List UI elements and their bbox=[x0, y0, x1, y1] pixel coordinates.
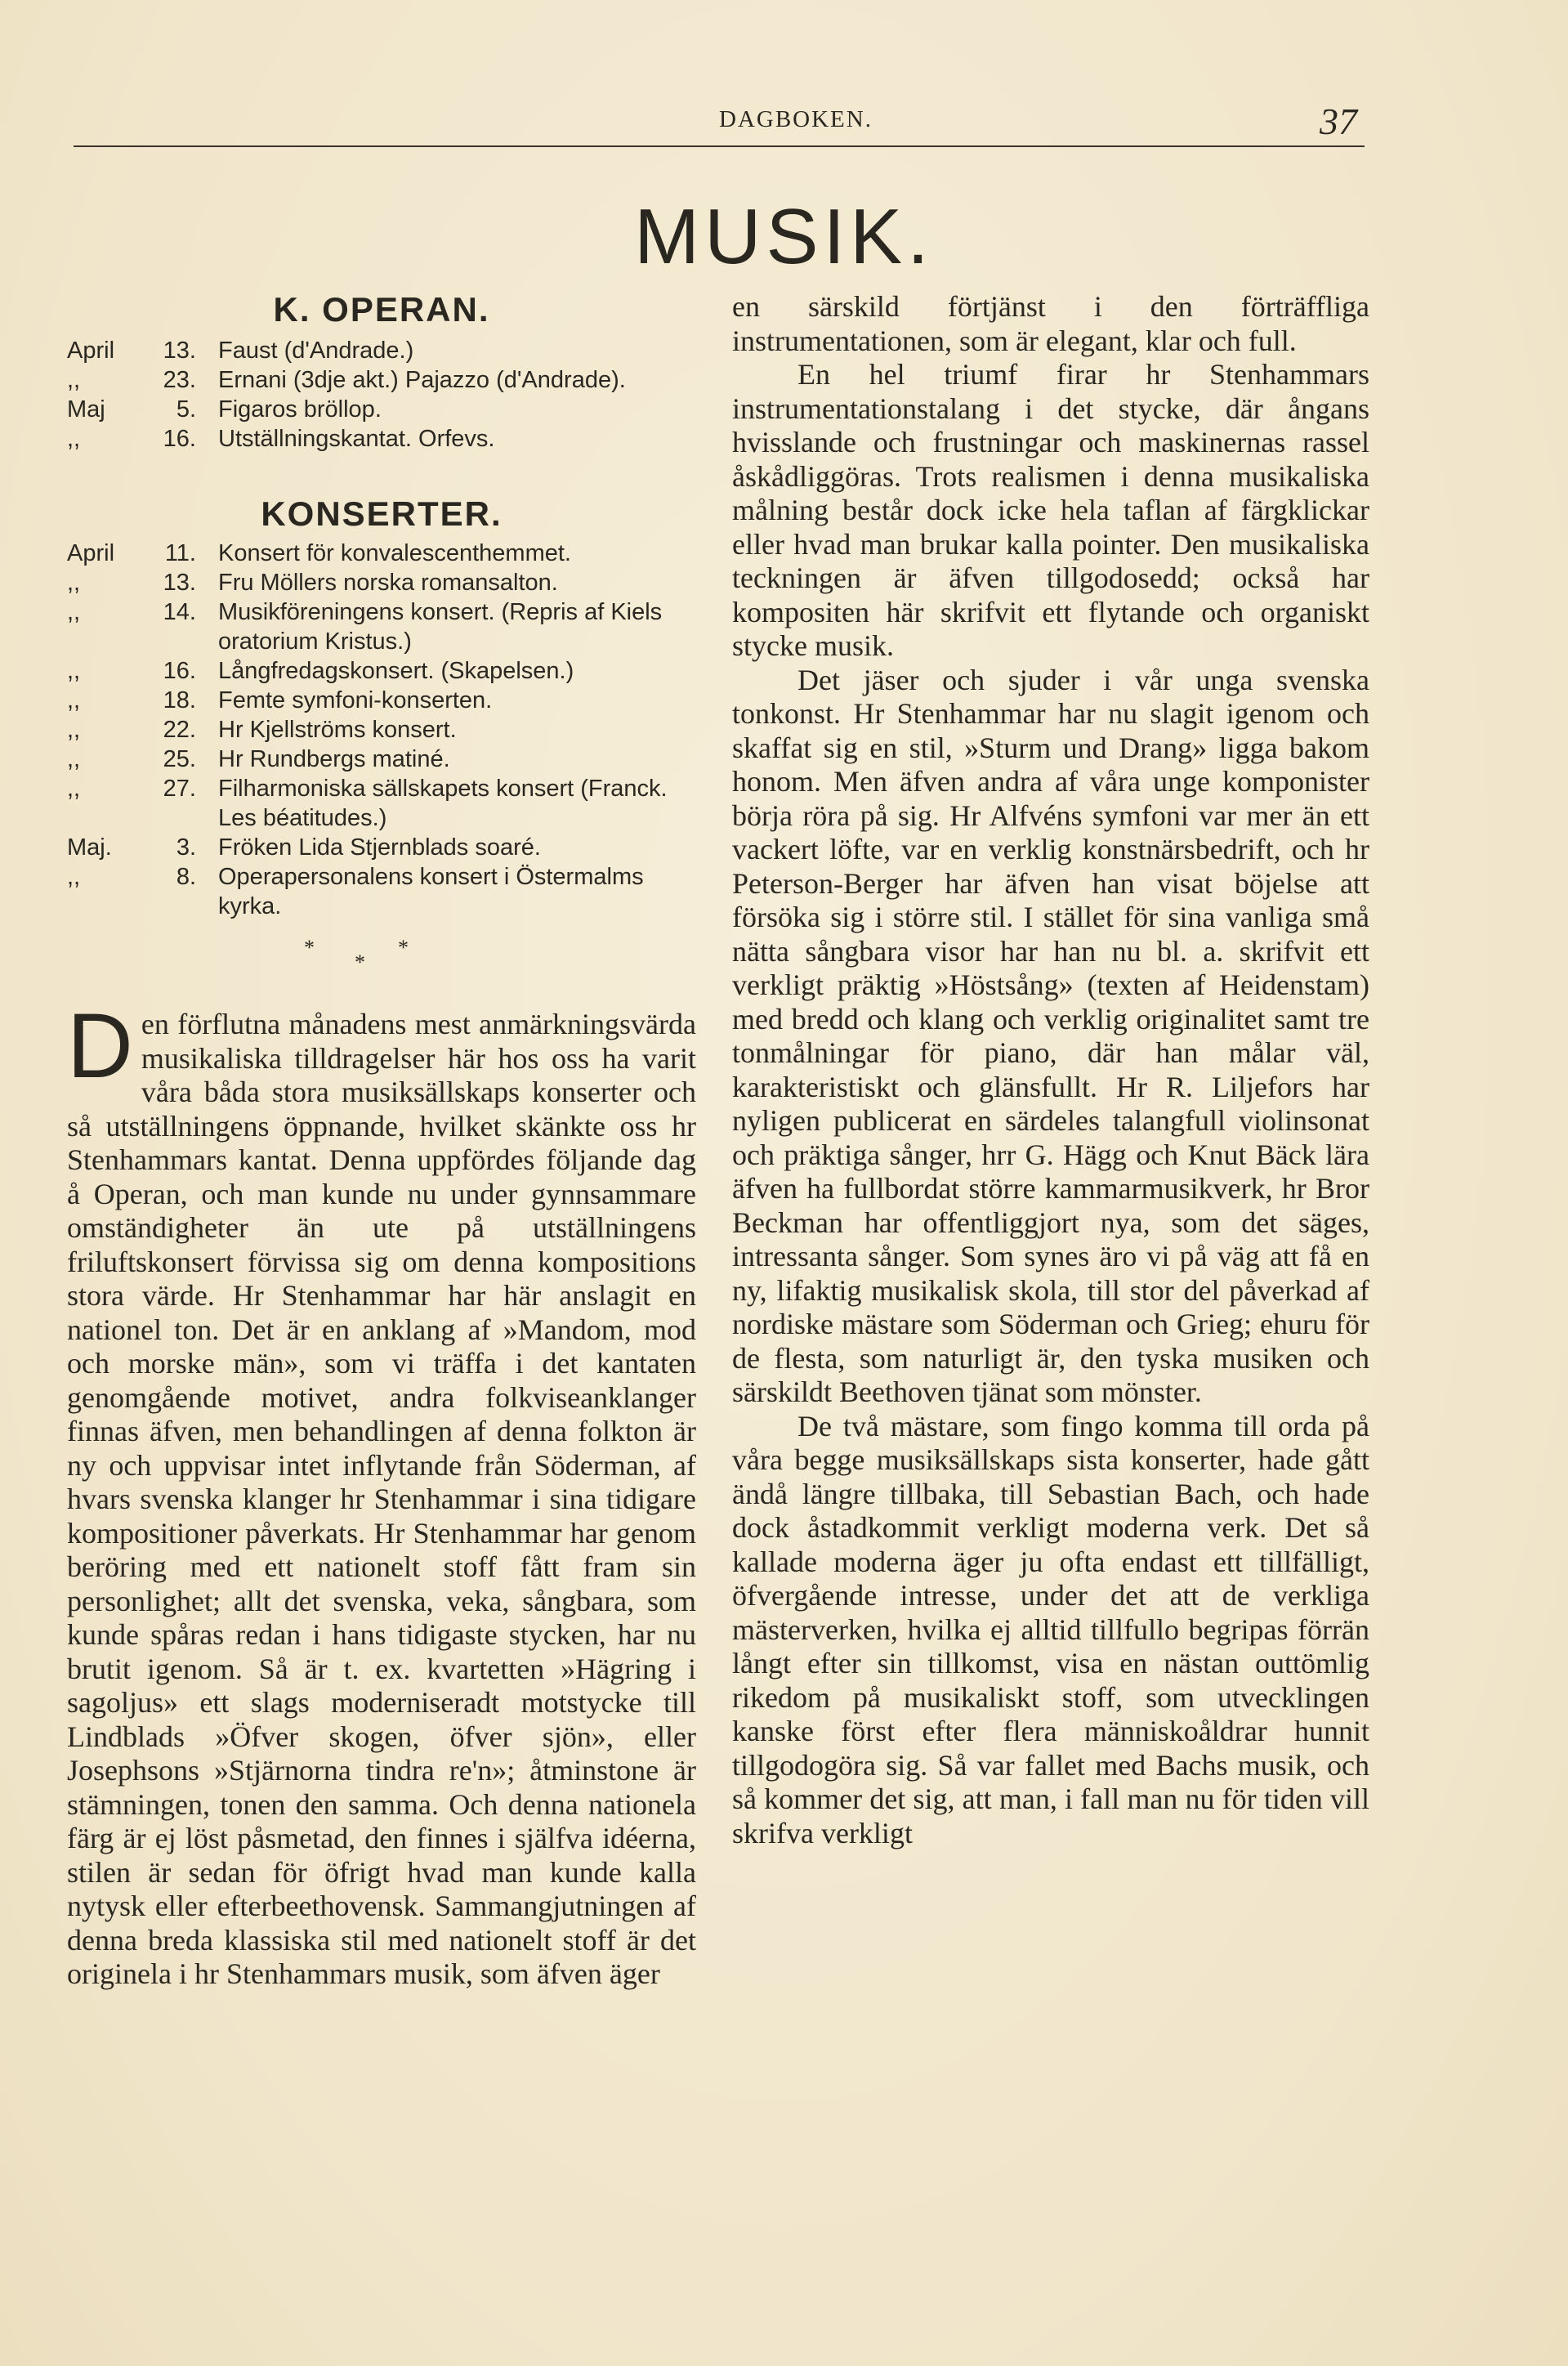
right-column bbox=[732, 290, 1369, 1850]
entry-event: Ernani (3dje akt.) Pajazzo (d'Andrade). bbox=[218, 367, 626, 393]
entry-event: Musikföreningens konsert. (Repris af Kiels oratorium Kristus.) bbox=[218, 599, 663, 655]
entry-month: ,, bbox=[67, 367, 81, 393]
concert-entry bbox=[67, 715, 696, 745]
asterisk: * bbox=[398, 936, 409, 959]
article-paragraph: De två mästare, som fingo komma till orda på våra begge musiksällskaps sista konserter, hade gått ändå längre tillbaka, till Sebastian Bach, och hade dock åstadkommit verkligt moderna verk. Det så kallade moderna äger ju ofta endast ett tillfälligt, öfvergående intresse, under det att de verkliga mästerverken, hvilka ej alltid tillfullo begripas förrän långt efter sin tillkomst, visa en nästan outtömlig rikedom på musikaliskt stoff, som utvecklingen kanske först efter flera människoåldrar hunnit tillgodogöra sig. Så var fallet med Bachs musik, och så kommer det sig, att man, i fall man nu för tiden vill skrifva verkligt bbox=[732, 1409, 1369, 1849]
opera-entry bbox=[67, 424, 696, 454]
entry-month: ,, bbox=[67, 717, 81, 743]
concert-entry bbox=[67, 774, 696, 833]
left-column bbox=[67, 290, 696, 1992]
entry-day: 14. bbox=[163, 599, 196, 625]
entry-day: 13. bbox=[163, 338, 196, 364]
entry-event: Faust (d'Andrade.) bbox=[218, 338, 414, 364]
entry-day: 16. bbox=[163, 658, 196, 684]
entry-day: 27. bbox=[163, 776, 196, 802]
concerts-listing bbox=[67, 539, 696, 921]
entry-day: 18. bbox=[163, 687, 196, 713]
entry-month: Maj bbox=[67, 396, 105, 423]
entry-month: ,, bbox=[67, 599, 81, 625]
article-paragraph bbox=[67, 995, 696, 1992]
entry-event: Hr Kjellströms konsert. bbox=[218, 717, 457, 743]
entry-day: 13. bbox=[163, 570, 196, 596]
entry-month: ,, bbox=[67, 570, 81, 596]
entry-event: Fru Möllers norska romansalton. bbox=[218, 570, 558, 596]
entry-day: 5. bbox=[176, 396, 196, 423]
article-left-text bbox=[67, 995, 696, 1992]
entry-month: ,, bbox=[67, 864, 81, 890]
concert-entry bbox=[67, 597, 696, 656]
header-rule bbox=[74, 145, 1365, 147]
article-right-text bbox=[732, 290, 1369, 1850]
article-paragraph: En hel triumf firar hr Stenhammars instrumentationstalang i det stycke, där ångans hvisslande och frustningar och maskinernas rassel åskådliggöras. Trots realismen i denna musikaliska målning består dock icke hela taflan af färgklickar eller hvad man brukar kalla pointer. Den musikaliska teckningen är äfven tillgodosedd; också har kompositen här skrifvit ett flytande och organiskt stycke musik. bbox=[732, 358, 1369, 662]
concert-entry bbox=[67, 686, 696, 715]
concerts-heading: KONSERTER. bbox=[261, 494, 503, 533]
drop-cap: D bbox=[67, 995, 133, 1097]
entry-month: Maj. bbox=[67, 834, 112, 861]
entry-month: April bbox=[67, 540, 115, 566]
running-title: DAGBOKEN. bbox=[719, 106, 873, 132]
entry-month: ,, bbox=[67, 426, 81, 452]
concert-entry bbox=[67, 745, 696, 774]
entry-day: 22. bbox=[163, 717, 196, 743]
entry-month: ,, bbox=[67, 746, 81, 772]
entry-event: Fröken Lida Stjernblads soaré. bbox=[218, 834, 541, 861]
asterisk: * bbox=[355, 950, 365, 974]
entry-event: Figaros bröllop. bbox=[218, 396, 382, 423]
entry-event: Konsert för konvalescenthemmet. bbox=[218, 540, 571, 566]
entry-month: ,, bbox=[67, 658, 81, 684]
asterisk: * bbox=[304, 936, 315, 959]
article-paragraph: en särskild förtjänst i den förträffliga instrumentationen, som är elegant, klar och full. bbox=[732, 290, 1369, 357]
asterism-ornament bbox=[67, 921, 696, 986]
entry-month: ,, bbox=[67, 776, 81, 802]
entry-month: ,, bbox=[67, 687, 81, 713]
opera-entry bbox=[67, 365, 696, 395]
entry-event: Filharmoniska sällskapets konsert (Franck. Les béatitudes.) bbox=[218, 776, 668, 831]
entry-event: Femte symfoni-konserten. bbox=[218, 687, 493, 713]
entry-month: April bbox=[67, 338, 115, 364]
entry-event: Hr Rundbergs matiné. bbox=[218, 746, 450, 772]
entry-day: 23. bbox=[163, 367, 196, 393]
entry-event: Långfredagskonsert. (Skapelsen.) bbox=[218, 658, 574, 684]
entry-day: 8. bbox=[176, 864, 196, 890]
page-number: 37 bbox=[1320, 101, 1357, 142]
article-paragraph: Det jäser och sjuder i vår unga svenska tonkonst. Hr Stenhammar har nu slagit igenom och skaffat sig en stil, »Sturm und Drang» ligga bakom honom. Men äfven andra af våra unge komponister börja röra på sig. Hr Alfvéns symfoni var mer än ett vackert löfte, var en verklig konstnärsbedrift, och hr Peterson-Berger har äfven han visat böjelse att försöka sig i större stil. I stället för sina vanliga små nätta sångbara visor har han nu bl. a. skrifvit ett verkligt präktig »Höstsång» (texten af Heidenstam) med bredd och klang och verklig originalitet samt tre tonmålningar för piano, där han målar väl, karakteristiskt och glänsfullt. Hr R. Liljefors har nyligen publicerat en särdeles talangfull violinsonat och präktiga sånger, hrr G. Hägg och Knut Bäck lära äfven ha fullbordat större kammarmusikverk, hr Bror Beckman har offentliggjort nya, som det säges, intressanta sånger. Som synes äro vi på väg att få en ny, lifaktig musikalisk skola, till stor del påverkad af nordiske mästare som Söderman och Grieg; ehuru för de flesta, som naturligt är, den tyska musiken och särskildt Beethoven tjänat som mönster. bbox=[732, 663, 1369, 1408]
concert-entry bbox=[67, 539, 696, 568]
opera-heading: K. OPERAN. bbox=[273, 290, 490, 329]
concert-entry bbox=[67, 656, 696, 686]
opera-entry bbox=[67, 395, 696, 424]
concert-entry bbox=[67, 568, 696, 597]
concert-entry bbox=[67, 833, 696, 862]
entry-day: 16. bbox=[163, 426, 196, 452]
opera-listing bbox=[67, 336, 696, 454]
opera-entry bbox=[67, 336, 696, 365]
page-header bbox=[74, 98, 1365, 147]
entry-day: 3. bbox=[176, 834, 196, 861]
concert-entry bbox=[67, 862, 696, 921]
entry-day: 25. bbox=[163, 746, 196, 772]
entry-event: Utställningskantat. Orfevs. bbox=[218, 426, 495, 452]
article-paragraph-text: en förflutna månadens mest anmärkningsvärda musikaliska tilldragelser här hos oss ha varit våra båda stora musiksällskaps konserter och så utställningens öppnande, hvilket skänkte oss hr Stenhammars kantat. Denna uppfördes följande dag å Operan, och man kunde nu under gynnsammare omständigheter än ute på utställningens friluftskonsert förvissa sig om denna kompositions stora värde. Hr Stenhammar har här anslagit en nationel ton. Det är en anklang af »Mandom, mod och morske män», som vi träffa i det kantaten genomgående motivet, andra folkviseanklanger finnas äfven, men behandlingen af denna folkton är ny och uppvisar intet inflytande från Söderman, af hvars svenska klanger hr Stenhammar i sina tidigare kompositioner påverkats. Hr Stenhammar har genom beröring med ett nationelt stoff fått fram sin personlighet; allt det svenska, veka, sångbara, som kunde spåras redan i hans tidigaste stycken, har nu brutit igenom. Så är t. ex. kvartetten »Hägring i sagoljus» ett slags moderniseradt motstycke till Lindblads »Öfver skogen, öfver sjön», eller Josephsons »Stjärnorna tindra re'n»; åtminstone är stämningen, tonen den samma. Och denna nationela färg är ej löst påsmetad, den finnes i själfva idéerna, stilen är sedan för öfrigt hvad man kunde kalla nytysk eller efterbeethovensk. Sammangjutningen af denna breda klassiska stil med nationelt stoff är det originela i hr Stenhammars musik, som äfven äger bbox=[67, 1008, 696, 1990]
entry-event: Operapersonalens konsert i Östermalms kyrka. bbox=[218, 864, 644, 919]
entry-day: 11. bbox=[164, 540, 196, 566]
section-title: MUSIK. bbox=[634, 193, 934, 280]
